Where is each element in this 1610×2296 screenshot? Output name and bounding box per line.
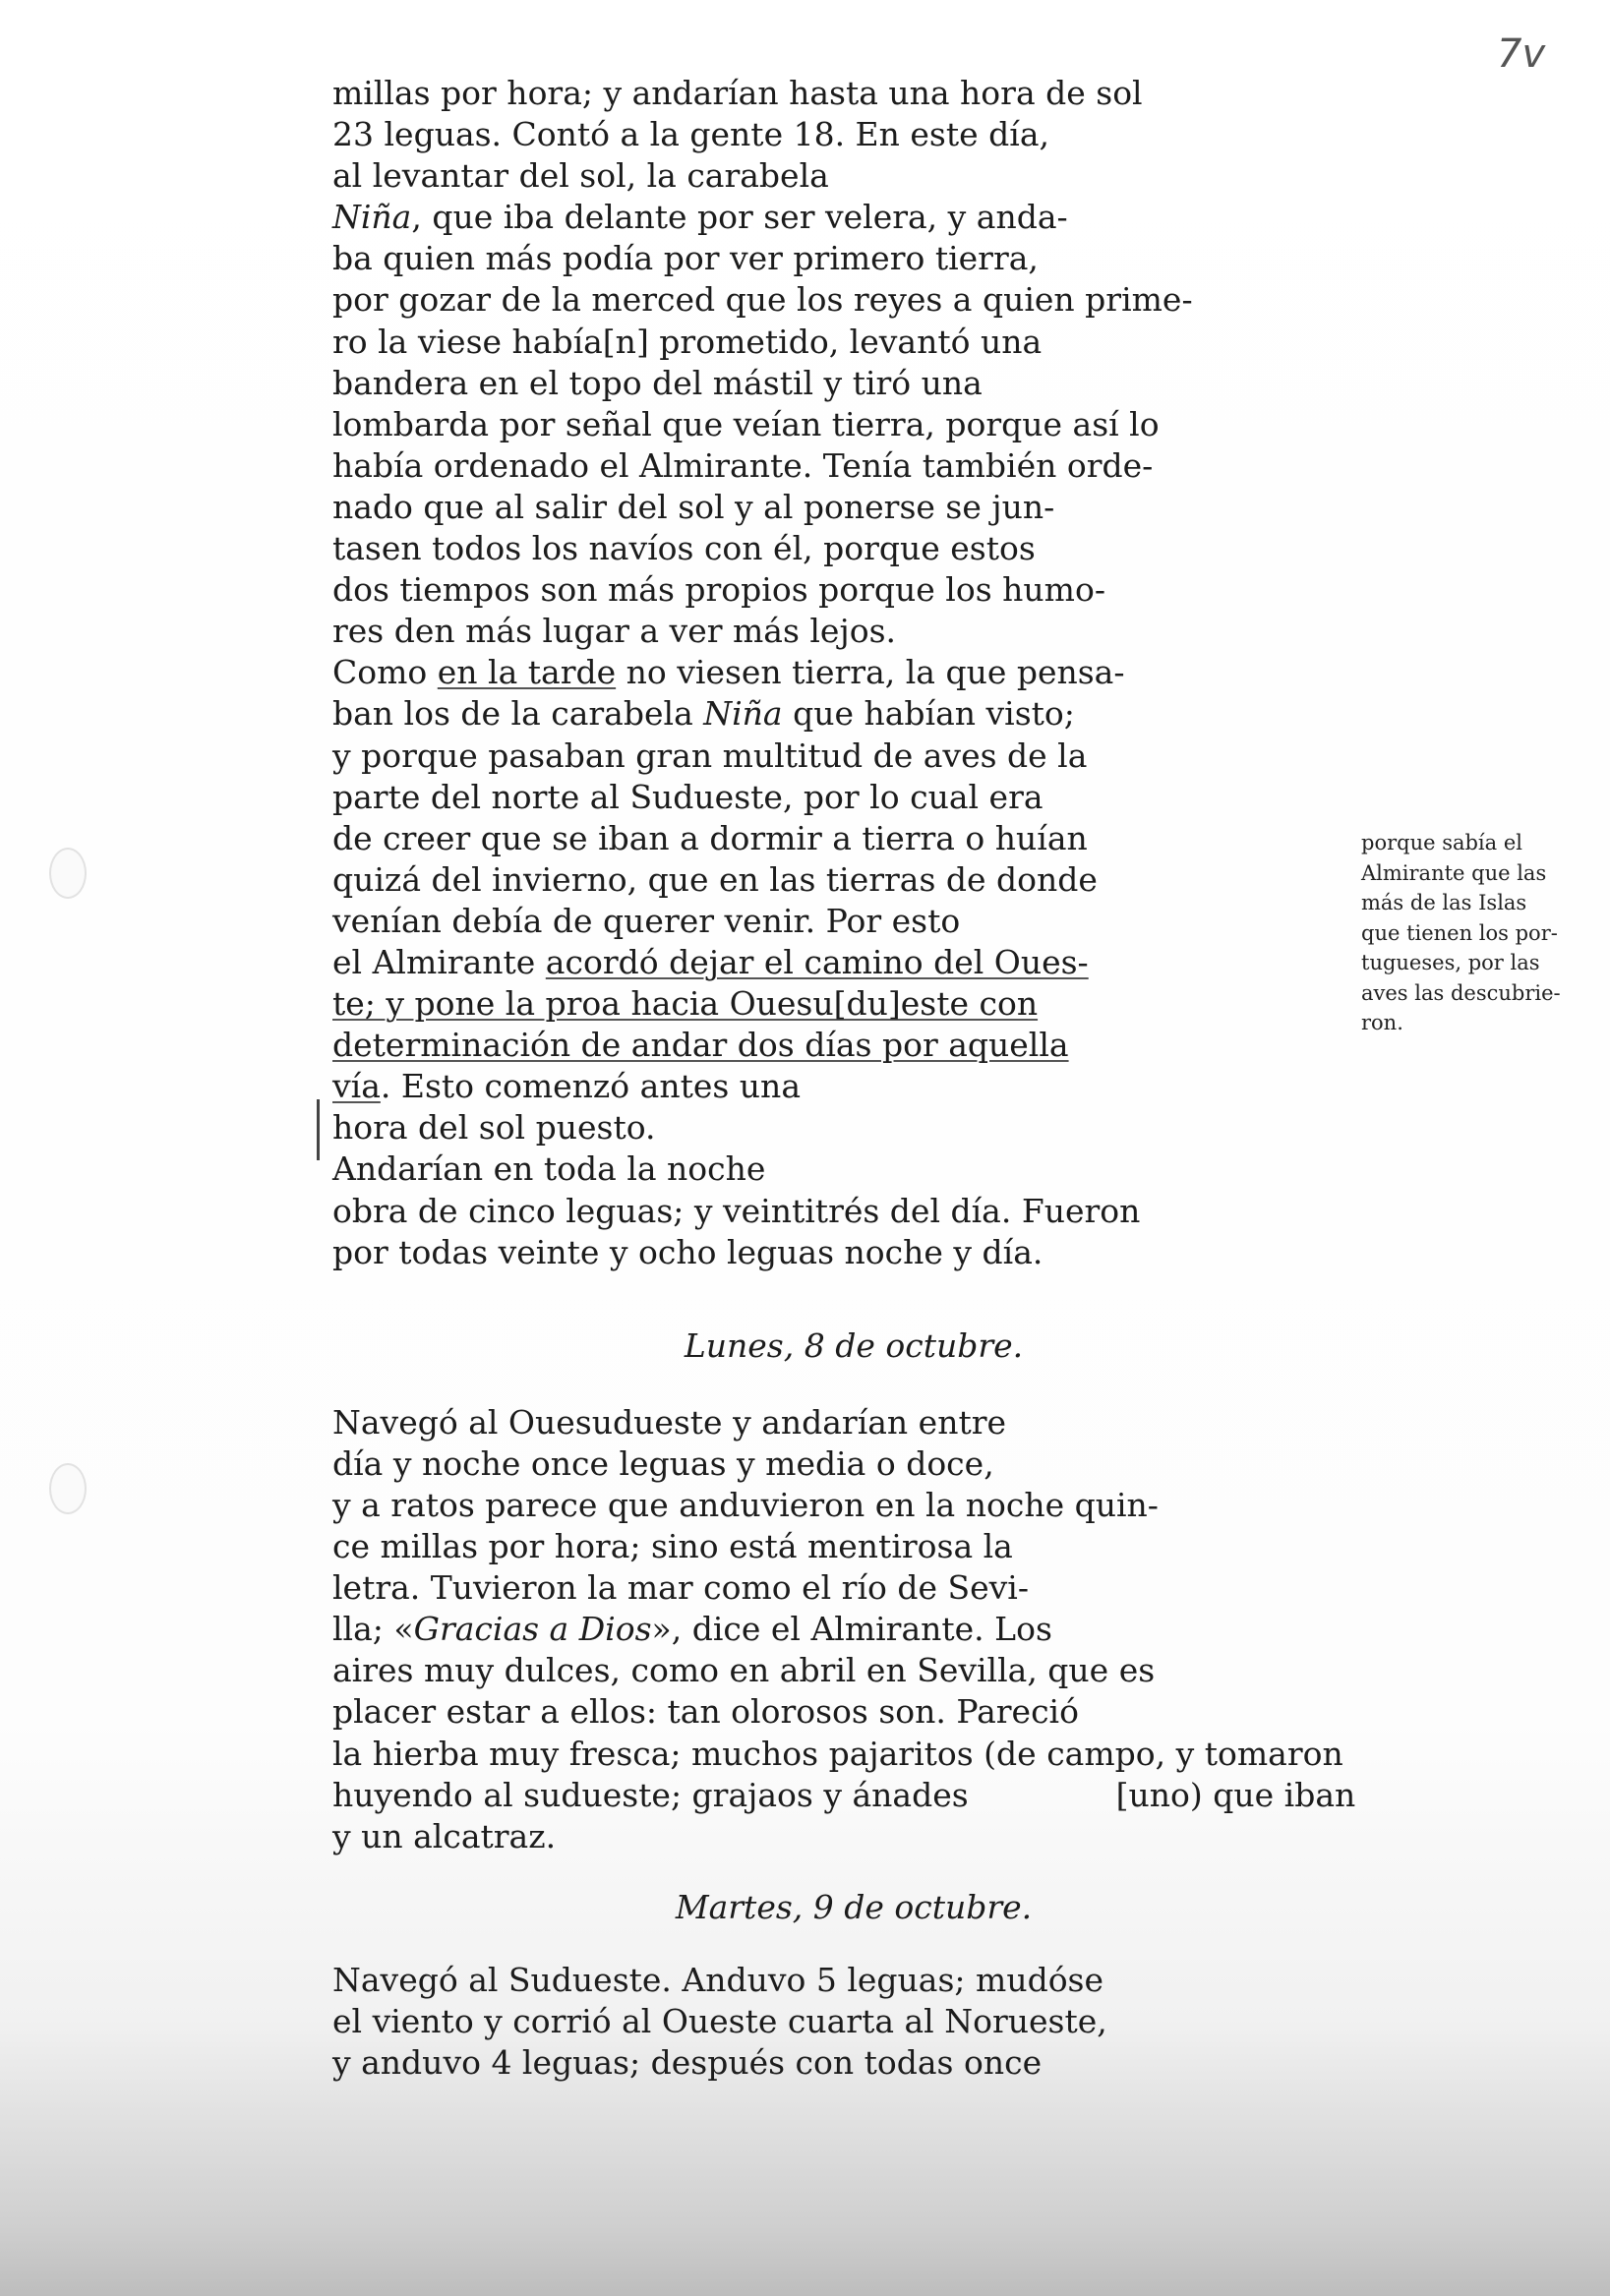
underlined-line: determinación de andar dos días por aquella [332, 1026, 1069, 1065]
note-line: tugueses, por las [1361, 951, 1540, 974]
text-line: nado que al salir del sol y al ponerse se jun- [332, 487, 1055, 526]
text-line: placer estar a ellos: tan olorosos son. Pareció [332, 1692, 1079, 1732]
ship-name: Niña [703, 694, 783, 734]
binding-hole [49, 1463, 87, 1514]
folio-number: 7v [1497, 31, 1546, 77]
text-line: había ordenado el Almirante. Tenía también orde- [332, 445, 1154, 485]
text-line: millas por hora; y andarían hasta una hora de sol [332, 74, 1143, 112]
text-line: letra. Tuvieron la mar como el río de Sevi- [332, 1568, 1029, 1608]
text-line: el viento y corrió al Oueste cuarta al Norueste, [332, 2002, 1107, 2041]
text-line [332, 197, 1355, 238]
text-line: obra de cinco leguas; y veintitrés del día. Fueron [332, 1191, 1141, 1230]
text-line [332, 1775, 1355, 1816]
note-line: que tienen los por- [1361, 920, 1558, 945]
text-span: , que iba delante por ser velera, y anda- [411, 198, 1068, 237]
text-line [332, 1066, 1355, 1107]
text-line: por gozar de la merced que los reyes a quien prime- [332, 280, 1193, 320]
text-line: Navegó al Ouesudueste y andarían entre [332, 1402, 1007, 1442]
text-line: bandera en el topo del mástil y tiró una [332, 363, 983, 402]
text-line [332, 693, 1355, 735]
text-line: ce millas por hora; sino está mentirosa la [332, 1527, 1013, 1566]
text-line: de creer que se iban a dormir a tierra o huían [332, 818, 1088, 857]
text-line: hora del sol puesto. [332, 1108, 656, 1148]
underlined-text: en la tarde [437, 653, 617, 692]
underlined-line: te; y pone la proa hacia Ouesu[du]este con [332, 984, 1039, 1024]
note-line: porque sabía el [1361, 831, 1522, 854]
binding-hole [49, 848, 87, 899]
text-line: aires muy dulces, como en abril en Sevilla, que es [332, 1651, 1156, 1690]
text-line: quizá del invierno, que en las tierras de donde [332, 859, 1098, 899]
text-span: huyendo al sudueste; grajaos y ánades [332, 1775, 969, 1814]
margin-note [1361, 828, 1580, 1038]
text-line: tasen todos los navíos con él, porque estos [332, 529, 1036, 568]
margin-mark [317, 1099, 320, 1160]
text-line: 23 leguas. Contó a la gente 18. En este día, [332, 115, 1049, 154]
text-span: », dice el Almirante. Los [651, 1610, 1052, 1649]
text-line [332, 1609, 1355, 1650]
text-span: ban los de la carabela [332, 694, 704, 734]
text-line: ba quien más podía por ver primero tierra, [332, 239, 1039, 278]
quoted-phrase: Gracias a Dios [413, 1610, 652, 1649]
date-heading: Lunes, 8 de octubre. [684, 1325, 1024, 1365]
text-line: la hierba muy fresca; muchos pajaritos (de campo, y tomaron [332, 1734, 1343, 1773]
text-line: Andarían en toda la noche [332, 1149, 766, 1189]
text-line: y porque pasaban gran multitud de aves de la [332, 736, 1088, 775]
text-span: . Esto comenzó antes una [380, 1067, 801, 1106]
text-line: y un alcatraz. [332, 1816, 557, 1855]
text-line: y a ratos parece que anduvieron en la noche quin- [332, 1486, 1159, 1524]
text-line: Navegó al Sudueste. Anduvo 5 leguas; mudóse [332, 1960, 1104, 1999]
note-line: más de las Islas [1361, 891, 1527, 914]
note-line: Almirante que las [1361, 860, 1547, 885]
note-line: ron. [1361, 1011, 1403, 1034]
underlined-text: vía [332, 1067, 381, 1106]
date-heading: Martes, 9 de octubre. [675, 1887, 1033, 1926]
text-line [332, 652, 1355, 693]
text-span: el Almirante [332, 942, 546, 981]
text-line: venían debía de querer venir. Por esto [332, 901, 961, 940]
text-line: por todas veinte y ocho leguas noche y día. [332, 1232, 1044, 1271]
underlined-text: acordó dejar el camino del Oues- [545, 942, 1089, 981]
text-span: lla; « [332, 1610, 414, 1649]
ship-name: Niña [332, 198, 412, 237]
text-span: [uno) que iban [1115, 1775, 1356, 1814]
note-line: aves las descubrie- [1361, 980, 1561, 1005]
text-line: ro la viese había[n] prometido, levantó una [332, 322, 1043, 361]
text-line: dos tiempos son más propios porque los humo- [332, 570, 1105, 610]
text-line: día y noche once leguas y media o doce, [332, 1443, 994, 1483]
text-span: que habían visto; [782, 694, 1075, 734]
text-span: no viesen tierra, la que pensa- [616, 653, 1125, 692]
text-line [332, 942, 1355, 983]
text-line: lombarda por señal que veían tierra, porque así lo [332, 404, 1160, 443]
text-line: al levantar del sol, la carabela [332, 156, 829, 196]
text-line: parte del norte al Sudueste, por lo cual era [332, 777, 1044, 816]
text-line: y anduvo 4 leguas; después con todas once [332, 2043, 1043, 2083]
main-text [332, 73, 1355, 2084]
text-line: res den más lugar a ver más lejos. [332, 612, 896, 651]
text-span: Como [332, 653, 438, 692]
